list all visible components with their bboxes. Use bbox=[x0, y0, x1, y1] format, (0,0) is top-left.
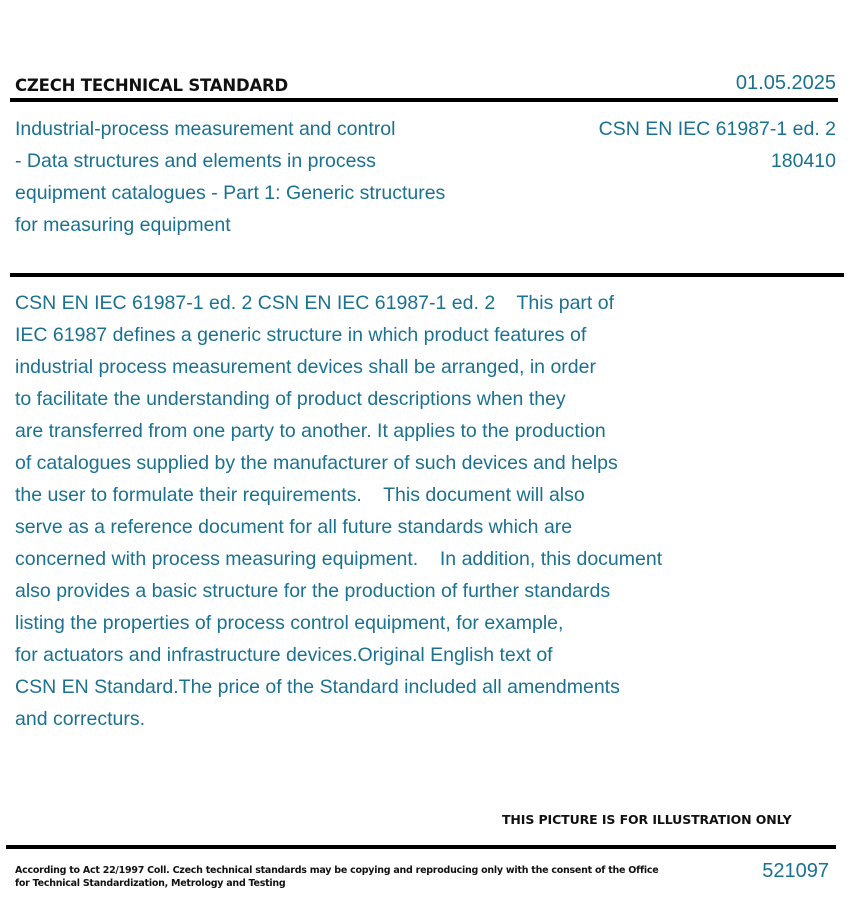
document-title-line: Industrial-process measurement and control bbox=[15, 118, 396, 140]
abstract-line: serve as a reference document for all future standards which are bbox=[15, 516, 573, 538]
standard-type-heading: CZECH TECHNICAL STANDARD bbox=[15, 76, 289, 95]
abstract-line: and correcturs. bbox=[15, 708, 146, 730]
abstract-line: industrial process measurement devices shall be arranged, in order bbox=[15, 356, 596, 378]
document-identifier bbox=[599, 113, 836, 177]
abstract-line: CSN EN Standard.The price of the Standard included all amendments bbox=[15, 676, 620, 698]
abstract-line: IEC 61987 defines a generic structure in which product features of bbox=[15, 324, 587, 346]
document-title-line: - Data structures and elements in process bbox=[15, 150, 376, 172]
standard-code: CSN EN IEC 61987-1 ed. 2 bbox=[598, 118, 836, 140]
abstract-line: to facilitate the understanding of product descriptions when they bbox=[15, 388, 566, 410]
abstract-line: also provides a basic structure for the production of further standards bbox=[15, 580, 611, 602]
document-title bbox=[15, 113, 515, 241]
document-number: 521097 bbox=[762, 860, 829, 882]
abstract-line: CSN EN IEC 61987-1 ed. 2 CSN EN IEC 61987-1 ed. 2 This part of bbox=[15, 292, 615, 314]
illustration-disclaimer: THIS PICTURE IS FOR ILLUSTRATION ONLY bbox=[502, 812, 792, 827]
legal-notice-line: According to Act 22/1997 Coll. Czech technical standards may be copying and reproducing only with the consent of the Office bbox=[15, 865, 659, 876]
legal-notice bbox=[15, 864, 658, 890]
document-title-line: for measuring equipment bbox=[15, 214, 231, 236]
abstract-line: concerned with process measuring equipment. In addition, this document bbox=[15, 548, 663, 570]
abstract-line: are transferred from one party to another. It applies to the production bbox=[15, 420, 606, 442]
document-title-line: equipment catalogues - Part 1: Generic structures bbox=[15, 182, 446, 204]
publication-date: 01.05.2025 bbox=[735, 72, 836, 94]
abstract-line: the user to formulate their requirements. This document will also bbox=[15, 484, 585, 506]
abstract-line: for actuators and infrastructure devices.Original English text of bbox=[15, 644, 553, 666]
abstract-line: of catalogues supplied by the manufacturer of such devices and helps bbox=[15, 452, 618, 474]
title-divider bbox=[10, 273, 844, 277]
footer-divider bbox=[6, 845, 836, 849]
header-divider bbox=[10, 98, 838, 102]
abstract-text bbox=[15, 287, 835, 735]
abstract-line: listing the properties of process control equipment, for example, bbox=[15, 612, 564, 634]
classification-number: 180410 bbox=[770, 150, 836, 172]
legal-notice-line: for Technical Standardization, Metrology and Testing bbox=[15, 878, 286, 889]
